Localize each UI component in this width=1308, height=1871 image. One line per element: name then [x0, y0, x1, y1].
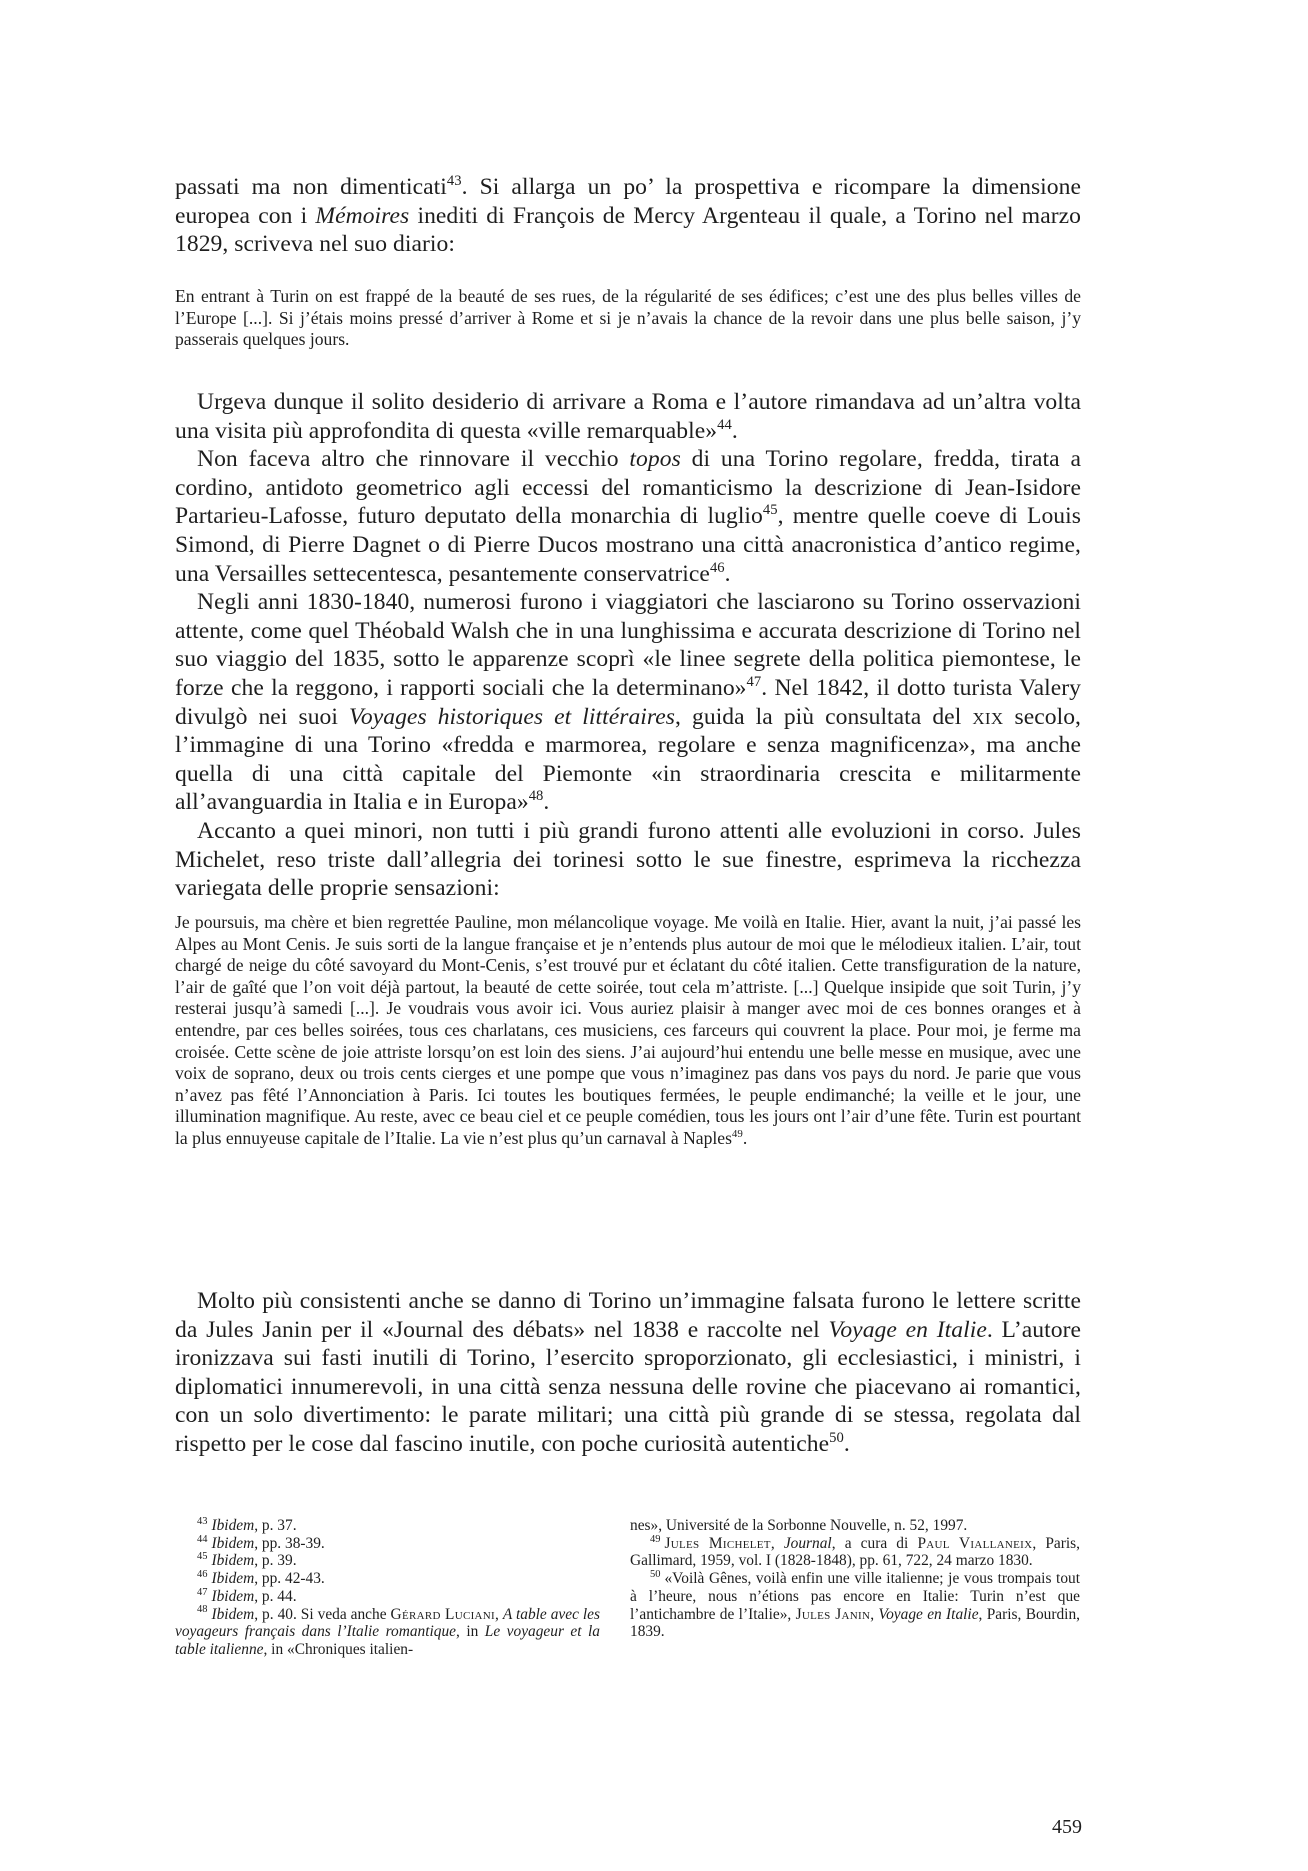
- body-text-bottom: [175, 1287, 1081, 1459]
- footnotes-right-column: [630, 1517, 1080, 1641]
- paragraph-6: Molto più consistenti anche se danno di Torino un’immagine falsata furono le lettere scritte da Jules Janin per il «Journal des débats» nel 1838 e raccolte nel Voyage en Italie. L’autore ironizzava sui fasti inutili di Torino, l’esercito sproporzionato, gli ecclesiastici, i ministri, i diplomatici innumerevoli, in una città senza nessuna delle rovine che piacevano ai romantici, con un solo divertimento: le parate militari; una città più grande di se stessa, regolata dal rispetto per le cose dal fascino inutile, con poche curiosità autentiche$^{50}$.: [175, 1288, 1081, 1457]
- footnote-ref-48[interactable]: 48: [528, 788, 544, 805]
- footnote-ref-49[interactable]: 49: [731, 1128, 743, 1141]
- paragraph-4: Negli anni 1830-1840, numerosi furono i viaggiatori che lasciarono su Torino osservazioni attente, come quel Théobald Walsh che in una lunghissima e accurata descrizione di Torino nel suo viaggio del 1835, sotto le apparenze scoprì «le linee segrete della politica piemontese, le forze che la reggono, i rapporti sociali che la determinano»$^{47}$. Nel 1842, il dotto turista Valery divulgò nei suoi Voyages historiques et littéraires, guida la più consultata del xix secolo, l’immagine di una Torino «fredda e marmorea, regolare e senza magnificenza», ma anche quella di una città capitale del Piemonte «in straordinaria crescita e militarmente all’avanguardia in Italia e in Europa»$^{48}$.: [175, 589, 1081, 816]
- footnote-48-continuation: nes», Université de la Sorbonne Nouvelle, n. 52, 1997.: [630, 1517, 968, 1534]
- footnote-ref-44[interactable]: 44: [717, 416, 732, 433]
- footnote-50: $^{50}$ «Voilà Gênes, voilà enfin une ville italienne; je vous trompais tout à l’heure, nous n’étions pas encore en Italie: Turin n’est que l’antichambre de l’Italie», Jules Janin, Voyage en Italie, Paris, Bourdin, 1839.: [630, 1568, 1081, 1641]
- body-text-top: [175, 173, 1081, 259]
- footnote-ref-45[interactable]: 45: [762, 502, 778, 519]
- block-quote-1: [175, 286, 1081, 351]
- footnote-ref-47[interactable]: 47: [746, 674, 762, 691]
- paragraph-2: Urgeva dunque il solito desiderio di arrivare a Roma e l’autore rimandava ad un’altra volta una visita più approfondita di questa «ville remarquable»$^{44}$.: [175, 389, 1081, 444]
- footnote-44: $^{44}$ Ibidem, pp. 38-39.: [197, 1533, 325, 1552]
- footnote-49: $^{49}$ Jules Michelet, Journal, a cura di Paul Viallaneix, Paris, Gallimard, 1959, vol. I (1828-1848), pp. 61, 722, 24 marzo 1830.: [630, 1533, 1080, 1570]
- paragraph-3: Non faceva altro che rinnovare il vecchio topos di una Torino regolare, fredda, tirata a cordino, antidoto geometrico agli eccessi del romanticismo la descrizione di Jean-Isidore Partarieu-Lafosse, futuro deputato della monarchia di luglio$^{45}$, mentre quelle coeve di Louis Simond, di Pierre Dagnet o di Pierre Ducos mostrano una città anacronistica d’antico regime, una Versailles settecentesca, pesantemente conservatrice$^{46}$.: [175, 446, 1081, 587]
- footnotes-left-column: [175, 1515, 600, 1659]
- quote-1-text: En entrant à Turin on est frappé de la beauté de ses rues, de la régularité de ses édifices; c’est une des plus belles villes de l’Europe [...]. Si j’étais moins pressé d’arriver à Rome et si je n’avais la chance de la revoir dans une plus belle saison, j’y passerais quelques jours.: [175, 286, 1081, 350]
- footnote-43: $^{43}$ Ibidem, p. 37.: [197, 1515, 297, 1534]
- block-quote-2: [175, 912, 1081, 1150]
- footnote-ref-43[interactable]: 43: [446, 173, 462, 190]
- footnote-48: $^{48}$ Ibidem, p. 40. Si veda anche Gérard Luciani, A table avec les voyageurs français dans l’Italie romantique, in Le voyageur et la table italienne, in «Chroniques italien-: [175, 1604, 600, 1658]
- footnote-46: $^{46}$ Ibidem, pp. 42-43.: [197, 1568, 325, 1588]
- footnote-ref-50[interactable]: 50: [829, 1430, 844, 1447]
- page-number: 459: [1052, 1816, 1082, 1838]
- paragraph-1: passati ma non dimenticati$^{43}$. Si allarga un po’ la prospettiva e ricompare la dimensione europea con i Mémoires inediti di François de Mercy Argenteau il quale, a Torino nel marzo 1829, scriveva nel suo diario:: [175, 173, 1082, 258]
- quote-2-text: Je poursuis, ma chère et bien regrettée Pauline, mon mélancolique voyage. Me voilà en Italie. Hier, avant la nuit, j’ai passé les Alpes au Mont Cenis. Je suis sorti de la langue française et je n’entends plus autour de moi que le mélodieux italien. L’air, tout chargé de neige du côté savoyard du Mont-Cenis, s’est trouvé pur et éclatant du côté italien. Cette transfiguration de la nature, l’air de gaîté que l’on voit déjà partout, la beauté de cette soirée, tout cela m’attriste. [...] Quelque insipide que soit Turin, j’y resterai jusqu’à samedi [...]. Je voudrais vous avoir ici. Vous auriez plaisir à manger avec moi de ces bonnes oranges et à entendre, par ces belles soirées, tous ces charlatans, ces musiciens, ces farceurs qui couvrent la place. Pour moi, je ferme ma croisée. Cette scène de joie attriste lorsqu’on est loin des siens. J’ai aujourd’hui entendu une belle messe en musique, avec une voix de soprano, deux ou trois cents cierges et une pompe que vous n’imaginez pas dans vos pays du nord. Je parie que vous n’avez pas fêté l’Annonciation à Paris. Ici toutes les boutiques fermées, le peuple endimanché; la veille et le jour, une illumination magnifique. Au reste, avec ce beau ciel et ce peuple comédien, tous les jours ont l’air d’une fête. Turin est pourtant la plus ennuyeuse capitale de l’Italie. La vie n’est plus qu’un carnaval à Naples$^{49}$.: [175, 912, 1081, 1148]
- paragraph-5: Accanto a quei minori, non tutti i più grandi furono attenti alle evoluzioni in corso. Jules Michelet, reso triste dall’allegria dei torinesi sotto le sue finestre, esprimeva la ricchezza variegata delle proprie sensazioni:: [175, 817, 1081, 902]
- footnote-ref-46[interactable]: 46: [709, 559, 725, 576]
- footnote-45: $^{45}$ Ibidem, p. 39.: [197, 1551, 297, 1570]
- body-text-middle: [175, 388, 1081, 903]
- footnote-47: $^{47}$ Ibidem, p. 44.: [197, 1586, 297, 1605]
